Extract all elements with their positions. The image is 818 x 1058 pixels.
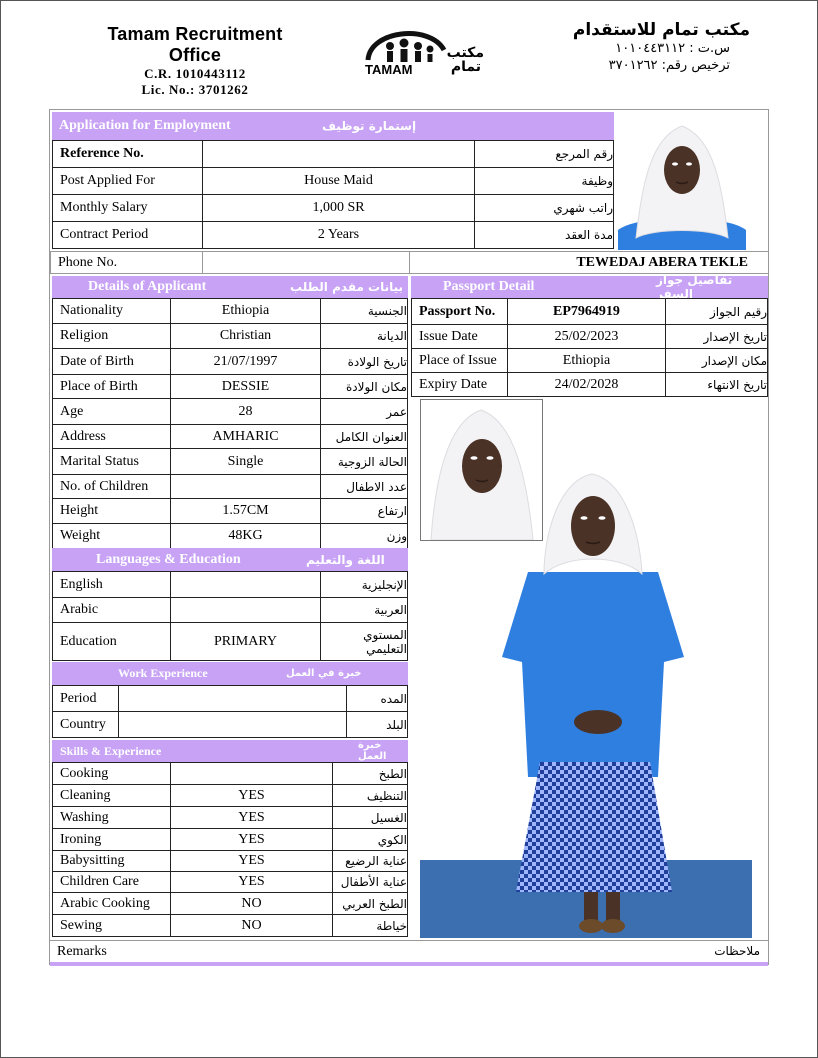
portrait-photo — [618, 112, 746, 250]
skills-row-label-ar: الطبخ العربي — [332, 892, 408, 915]
details-title-ar: بيانات مقدم الطلب — [290, 280, 404, 294]
skills-row-label-ar: الغسيل — [332, 806, 408, 829]
details-row-label: Weight — [52, 523, 171, 549]
passport-title-bar — [411, 273, 768, 301]
details-row-label-ar: العنوان الكامل — [320, 424, 408, 449]
details-row-label-ar: ارتفاع — [320, 498, 408, 524]
office-name-ar: مكتب تمام للاستقدام — [572, 20, 750, 40]
skills-row-label: Arabic Cooking — [52, 892, 171, 915]
work-title-bar — [52, 662, 408, 685]
languages-row-label-ar: العربية — [320, 597, 408, 623]
details-row-label: Address — [52, 424, 171, 449]
details-row-value: AMHARIC — [170, 424, 321, 449]
contract-label-ar: مدة العقد — [474, 221, 614, 249]
skills-row-label: Ironing — [52, 828, 171, 851]
salary-label: Monthly Salary — [52, 194, 203, 222]
details-row-value: 48KG — [170, 523, 321, 549]
post-value: House Maid — [202, 167, 475, 195]
skills-row-label: Babysitting — [52, 850, 171, 872]
contract-label: Contract Period — [52, 221, 203, 249]
languages-title-ar: اللغة والتعليم — [306, 552, 385, 567]
details-row-value: Ethiopia — [170, 298, 321, 324]
portrait-image — [618, 112, 746, 250]
passport-row-label-ar: رقيم الجواز — [665, 298, 768, 325]
languages-row-label: English — [52, 571, 171, 598]
skills-row-label: Sewing — [52, 914, 171, 937]
skills-title-bar — [52, 740, 408, 762]
skills-row-label-ar: الكوي — [332, 828, 408, 851]
details-row-label-ar: عمر — [320, 398, 408, 425]
work-title-en: Work Experience — [118, 666, 208, 680]
salary-value: 1,000 SR — [202, 194, 475, 222]
skills-row-label: Cooking — [52, 762, 171, 785]
applicant-name: TEWEDAJ ABERA TEKLE — [409, 251, 769, 274]
reference-label-ar: رقم المرجع — [474, 140, 614, 168]
details-row-label-ar: الديانة — [320, 323, 408, 349]
application-title-ar: إستمارة توظيف — [322, 119, 417, 133]
languages-row-label: Education — [52, 622, 171, 661]
office-name-en: Tamam Recruitment Office — [107, 24, 283, 65]
skills-row-value: YES — [170, 850, 333, 872]
work-title-ar: خبرة في العمل — [286, 668, 362, 679]
cr-number-ar: س.ت : ١٠١٠٤٤٣١١٢ — [615, 41, 730, 56]
skills-row-label-ar: الطبخ — [332, 762, 408, 785]
application-title-bar — [52, 112, 614, 140]
skills-row-label: Cleaning — [52, 784, 171, 807]
skills-row-label-ar: التنظيف — [332, 784, 408, 807]
skills-row-label: Children Care — [52, 871, 171, 893]
work-row-label-ar: المده — [346, 685, 408, 712]
logo-text: TAMAM — [365, 62, 413, 77]
passport-title-en: Passport Detail — [443, 279, 535, 294]
skills-row-label-ar: خياطة — [332, 914, 408, 937]
license-number-ar: ترخيص رقم: ٣٧٠١٢٦٢ — [608, 58, 730, 73]
reference-label: Reference No. — [52, 140, 203, 168]
languages-row-value: PRIMARY — [170, 622, 321, 661]
passport-row-label-ar: مكان الإصدار — [665, 348, 768, 373]
office-header-ar — [530, 20, 750, 74]
work-row-value — [118, 685, 347, 712]
passport-row-label: Passport No. — [411, 298, 508, 325]
post-label-ar: وظيفة — [474, 167, 614, 195]
work-row-value — [118, 711, 347, 738]
skills-row-label-ar: عناية الرضيع — [332, 850, 408, 872]
details-row-label: Religion — [52, 323, 171, 349]
skills-row-label: Washing — [52, 806, 171, 829]
work-row-label: Country — [52, 711, 119, 738]
application-form — [49, 109, 769, 965]
license-number-en: Lic. No.: 3701262 — [141, 82, 249, 97]
passport-row-value: 24/02/2028 — [507, 372, 666, 397]
details-row-value: 28 — [170, 398, 321, 425]
remarks-row — [50, 940, 768, 964]
details-row-value: Christian — [170, 323, 321, 349]
passport-row-label: Expiry Date — [411, 372, 508, 397]
details-title-bar — [52, 276, 408, 298]
languages-row-value — [170, 571, 321, 598]
details-row-label-ar: الجنسية — [320, 298, 408, 324]
office-header-en — [90, 24, 300, 98]
details-row-value: Single — [170, 448, 321, 475]
details-row-label-ar: عدد الاطفال — [320, 474, 408, 499]
details-row-label: Nationality — [52, 298, 171, 324]
phone-label: Phone No. — [50, 251, 203, 274]
full-body-image — [420, 422, 754, 939]
details-row-label: Date of Birth — [52, 348, 171, 375]
languages-title-en: Languages & Education — [96, 551, 241, 567]
skills-title-en: Skills & Experience — [60, 743, 162, 758]
details-row-value: 21/07/1997 — [170, 348, 321, 375]
details-title-en: Details of Applicant — [88, 279, 207, 294]
skills-row-value: NO — [170, 914, 333, 937]
skills-row-value: YES — [170, 806, 333, 829]
languages-row-value — [170, 597, 321, 623]
passport-title-ar: تفاصيل جواز السفر — [656, 273, 733, 301]
application-title-en: Application for Employment — [59, 118, 231, 133]
contract-value: 2 Years — [202, 221, 475, 249]
skills-row-value: YES — [170, 784, 333, 807]
skills-row-value — [170, 762, 333, 785]
remarks-label: Remarks — [57, 944, 107, 959]
passport-row-value: 25/02/2023 — [507, 324, 666, 349]
passport-row-value: EP7964919 — [507, 298, 666, 325]
details-row-label: Age — [52, 398, 171, 425]
work-row-label-ar: البلد — [346, 711, 408, 738]
details-row-label: No. of Children — [52, 474, 171, 499]
details-row-label: Place of Birth — [52, 374, 171, 399]
passport-row-label-ar: تاريخ الإصدار — [665, 324, 768, 349]
skills-row-value: YES — [170, 871, 333, 893]
passport-row-label-ar: تاريخ الانتهاء — [665, 372, 768, 397]
remarks-bottom-bar — [50, 962, 768, 966]
tamam-logo — [362, 24, 484, 78]
skills-row-value: YES — [170, 828, 333, 851]
details-row-label-ar: تاريخ الولادة — [320, 348, 408, 375]
phone-value — [202, 251, 410, 274]
skills-row-value: NO — [170, 892, 333, 915]
full-body-photo — [420, 422, 754, 939]
logo-arabic-text: مكتب تمام — [446, 45, 484, 75]
cr-number-en: C.R. 1010443112 — [144, 66, 246, 81]
details-row-label: Height — [52, 498, 171, 524]
passport-row-value: Ethiopia — [507, 348, 666, 373]
details-row-value: 1.57CM — [170, 498, 321, 524]
details-row-value — [170, 474, 321, 499]
details-row-label-ar: الحالة الزوجية — [320, 448, 408, 475]
languages-title-bar — [52, 548, 408, 571]
passport-row-label: Place of Issue — [411, 348, 508, 373]
details-row-label-ar: وزن — [320, 523, 408, 549]
languages-row-label-ar: المستوي التعليمي — [320, 622, 408, 661]
details-row-value: DESSIE — [170, 374, 321, 399]
reference-value — [202, 140, 475, 168]
remarks-label-ar: ملاحظات — [714, 944, 760, 958]
work-row-label: Period — [52, 685, 119, 712]
details-row-label: Marital Status — [52, 448, 171, 475]
languages-row-label: Arabic — [52, 597, 171, 623]
skills-row-label-ar: عناية الأطفال — [332, 871, 408, 893]
skills-title-ar: خبرة العمل — [358, 740, 387, 762]
details-row-label-ar: مكان الولادة — [320, 374, 408, 399]
passport-row-label: Issue Date — [411, 324, 508, 349]
post-label: Post Applied For — [52, 167, 203, 195]
languages-row-label-ar: الإنجليزية — [320, 571, 408, 598]
salary-label-ar: راتب شهري — [474, 194, 614, 222]
